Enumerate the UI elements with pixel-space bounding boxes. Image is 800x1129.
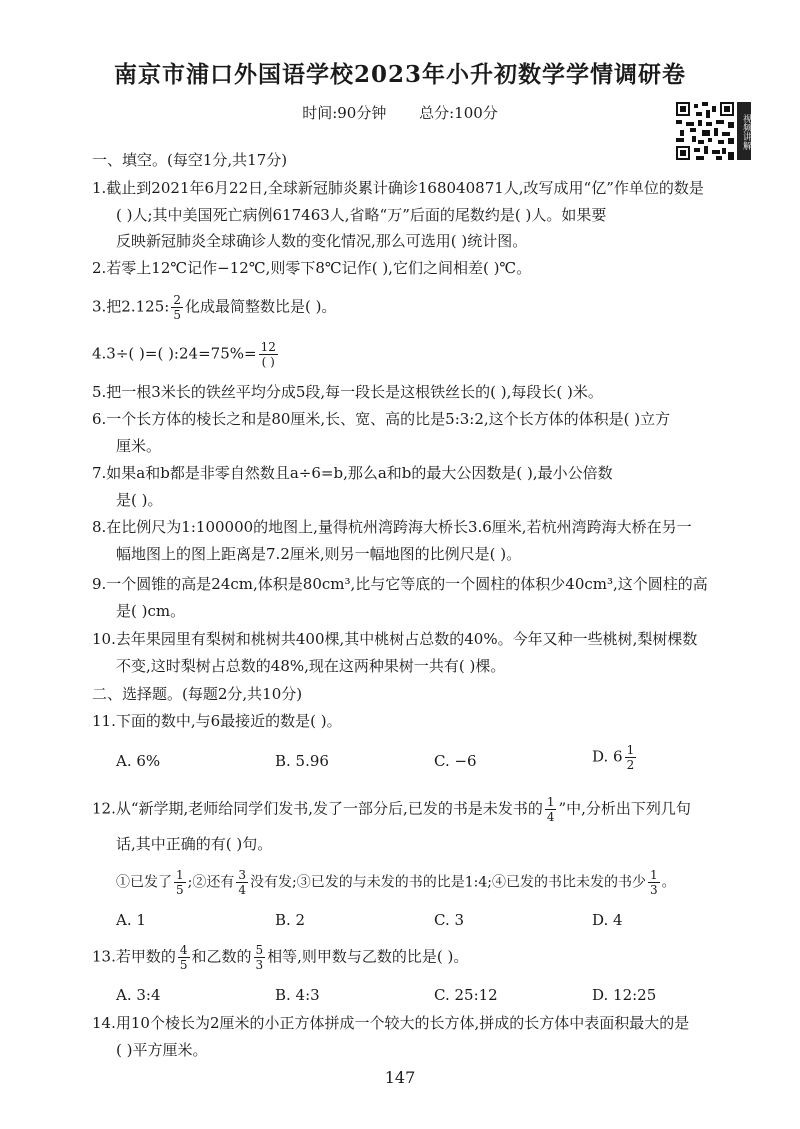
question-text: 4.3÷( )=( ):24=75%= — [92, 344, 257, 363]
question-item — [92, 795, 691, 824]
question-text: 2.若零上12℃记作−12℃,则零下8℃记作( ),它们之间相差( )℃。 — [92, 259, 532, 277]
fraction — [625, 743, 637, 772]
numerator: 4 — [179, 943, 188, 957]
fraction — [254, 943, 266, 972]
question-item — [92, 340, 280, 369]
question-text: 和乙数的 — [191, 947, 252, 966]
question-text: 12.从“新学期,老师给同学们发书,发了一部分后,已发的书是未发书的 — [92, 799, 543, 818]
numerator: 3 — [238, 868, 246, 882]
question-text: 5.把一根3米长的铁丝平均分成5段,每一段长是这根铁丝长的( ),每段长( )米。 — [92, 383, 603, 401]
question-text: 9.一个圆锥的高是24cm,体积是80cm³,比与它等底的一个圆柱的体积少40cm³,这个圆柱的高 — [92, 575, 708, 593]
question-text: 是( )cm。 — [116, 602, 186, 620]
numerator: 2 — [173, 293, 181, 307]
question-text: 化成最简整数比是( )。 — [184, 297, 337, 316]
option-d[interactable]: D. 4 — [592, 911, 623, 929]
question-text: 6.一个长方体的棱长之和是80厘米,长、宽、高的比是5:3:2,这个长方体的体积是( )立方 — [92, 410, 671, 428]
statement-text: 。 — [661, 874, 676, 891]
question-text: 3.把2.125: — [92, 297, 170, 316]
option-b[interactable]: B. 2 — [275, 911, 306, 929]
fraction — [174, 868, 186, 897]
question-text: ( )人;其中美国死亡病例617463人,省略“万”后面的尾数约是( )人。如果要 — [116, 206, 607, 224]
option-a[interactable]: A. 6% — [116, 752, 161, 770]
numerator: 5 — [255, 943, 264, 957]
question-text: 厘米。 — [116, 437, 162, 455]
statement-text: 没有发;③已发的与未发的书的比是1:4;④已发的书比未发的书少 — [250, 874, 646, 891]
question-text: 相等,则甲数与乙数的比是( )。 — [267, 947, 469, 966]
denominator: 5 — [179, 958, 188, 972]
section-heading: 二、选择题。(每题2分,共10分) — [92, 685, 303, 703]
option-b[interactable]: B. 4:3 — [275, 986, 320, 1004]
question-text: 反映新冠肺炎全球确诊人数的变化情况,那么可选用( )统计图。 — [116, 232, 528, 250]
statement-list — [116, 868, 676, 897]
fraction — [545, 795, 557, 824]
question-text: 1.截止到2021年6月22日,全球新冠肺炎累计确诊168040871人,改写成用“亿”作单位的数是 — [92, 179, 704, 197]
denominator: 5 — [173, 308, 181, 322]
denominator: 4 — [546, 810, 555, 824]
numerator: 1 — [626, 743, 635, 757]
question-text: 不变,这时梨树占总数的48%,现在这两种果树一共有( )棵。 — [116, 657, 506, 675]
option-c[interactable]: C. −6 — [434, 752, 477, 770]
question-item — [92, 943, 468, 972]
option-a[interactable]: A. 3:4 — [116, 986, 161, 1004]
question-text: 8.在比例尺为1:100000的地图上,量得杭州湾跨海大桥长3.6厘米,若杭州湾跨海大桥在另一 — [92, 518, 692, 536]
denominator: 2 — [626, 758, 635, 772]
option-a[interactable]: A. 1 — [116, 911, 146, 929]
page-title: 南京市浦口外国语学校2023年小升初数学学情调研卷 — [113, 61, 686, 88]
question-text: 11.下面的数中,与6最接近的数是( )。 — [92, 712, 342, 730]
denominator: 3 — [649, 883, 658, 897]
question-text: 10.去年果园里有梨树和桃树共400棵,其中桃树占总数的40%。今年又种一些桃树,梨树棵数 — [92, 630, 698, 648]
option-d[interactable] — [592, 743, 638, 772]
fraction — [171, 293, 183, 322]
numerator: 1 — [176, 868, 184, 882]
statement-text: ①已发了 — [116, 874, 172, 891]
question-text: 是( )。 — [116, 491, 163, 509]
question-text: 幅地图上的图上距离是7.2厘米,则另一幅地图的比例尺是( )。 — [116, 545, 522, 563]
time-label: 时间:90分钟 — [302, 104, 387, 122]
option-c[interactable]: C. 25:12 — [434, 986, 498, 1004]
denominator: 5 — [176, 883, 184, 897]
fraction — [236, 868, 248, 897]
fraction — [648, 868, 660, 897]
qr-video-label: 视频讲解 — [737, 102, 751, 160]
option-d[interactable]: D. 12:25 — [592, 986, 657, 1004]
question-text: 7.如果a和b都是非零自然数且a÷6=b,那么a和b的最大公因数是( ),最小公倍数 — [92, 464, 613, 482]
question-text: 话,其中正确的有( )句。 — [116, 835, 273, 853]
statement-text: ;②还有 — [187, 874, 235, 891]
question-text: ( )平方厘米。 — [116, 1041, 208, 1059]
denominator: ( ) — [261, 355, 275, 369]
fraction — [259, 340, 278, 369]
numerator: 1 — [546, 795, 555, 809]
question-item — [92, 293, 336, 322]
numerator: 12 — [260, 340, 276, 354]
option-b[interactable]: B. 5.96 — [275, 752, 329, 770]
denominator: 3 — [255, 958, 264, 972]
question-text: 14.用10个棱长为2厘米的小正方体拼成一个较大的长方体,拼成的长方体中表面积最大的是 — [92, 1014, 690, 1032]
score-label: 总分:100分 — [419, 104, 498, 122]
fraction — [178, 943, 190, 972]
numerator: 1 — [649, 868, 658, 882]
option-c[interactable]: C. 3 — [434, 911, 465, 929]
option-text: D. 6 — [592, 747, 623, 766]
section-heading: 一、填空。(每空1分,共17分) — [92, 151, 288, 169]
question-text: ”中,分析出下列几句 — [558, 799, 691, 818]
page-number: 147 — [384, 1068, 416, 1087]
qr-code-icon[interactable] — [676, 102, 734, 160]
question-text: 13.若甲数的 — [92, 947, 176, 966]
denominator: 4 — [238, 883, 246, 897]
